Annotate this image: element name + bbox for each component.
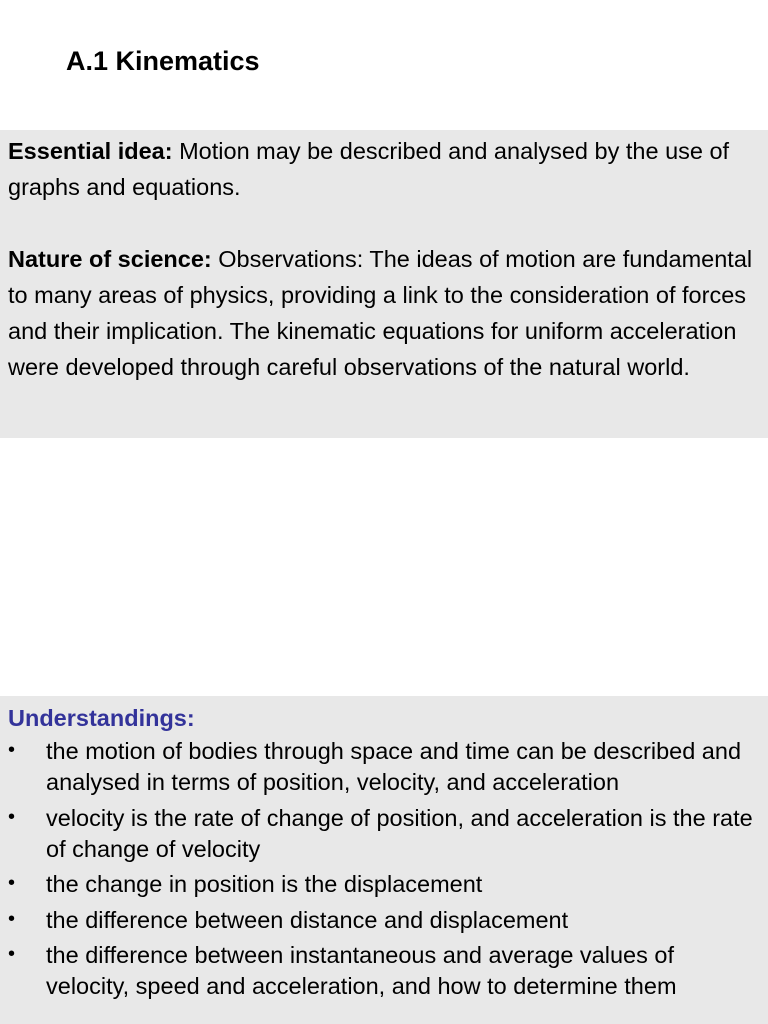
list-item bbox=[8, 905, 760, 936]
bullet-icon: • bbox=[8, 872, 16, 894]
essential-idea-panel bbox=[0, 130, 768, 438]
nature-of-science-label: Nature of science: bbox=[8, 246, 212, 272]
bullet-icon: • bbox=[8, 943, 16, 965]
page-title: A.1 Kinematics bbox=[66, 46, 260, 76]
essential-idea-label: Essential idea: bbox=[8, 138, 173, 164]
essential-idea-text: Motion may be described and analysed by the use of graphs and equations. bbox=[8, 138, 730, 200]
list-item-text: the change in position is the displacement bbox=[46, 871, 483, 897]
list-item-text: the difference between instantaneous and average values of velocity, speed and acceleration, and how to determine them bbox=[46, 942, 677, 999]
nature-of-science-paragraph bbox=[8, 241, 760, 385]
understandings-heading: Understandings: bbox=[8, 705, 195, 731]
list-item-text: velocity is the rate of change of position, and acceleration is the rate of change of velocity bbox=[46, 804, 753, 862]
list-item bbox=[8, 940, 760, 1002]
bullet-icon: • bbox=[8, 739, 16, 761]
list-item bbox=[8, 736, 760, 798]
bullet-icon: • bbox=[8, 907, 16, 930]
essential-idea-paragraph bbox=[8, 133, 760, 205]
bullet-icon: • bbox=[8, 805, 16, 828]
list-item bbox=[8, 803, 760, 865]
understandings-panel bbox=[0, 696, 768, 1024]
list-item-text: the motion of bodies through space and time can be described and analysed in terms of position, velocity, and acceleration bbox=[46, 738, 742, 795]
list-item bbox=[8, 869, 760, 900]
nature-of-science-text: Observations: The ideas of motion are fundamental to many areas of physics, providing a link to the consideration of forces and their implication. The kinematic equations for uniform acceleration were developed through careful observations of the natural world. bbox=[8, 246, 753, 380]
understandings-list bbox=[8, 736, 760, 1002]
list-item-text: the difference between distance and displacement bbox=[46, 906, 569, 933]
